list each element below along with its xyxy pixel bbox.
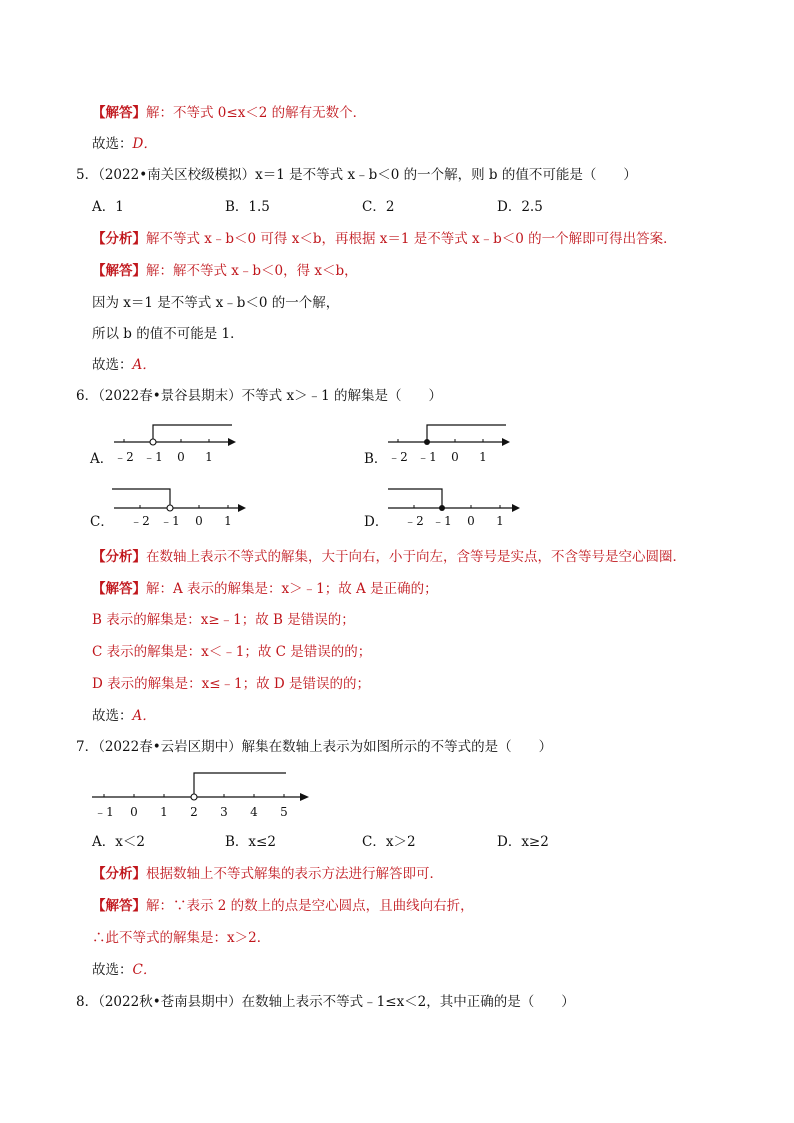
q6-stem-line: [76, 387, 442, 405]
q7-conclusion-line: ∴此不等式的解集是：x＞2．: [92, 930, 271, 946]
choose-value: C．: [132, 962, 157, 978]
axis-arrow: [228, 438, 236, 446]
question-source: （2022春•云岩区期中）: [98, 739, 242, 755]
q6-option-a-number-line: [112, 420, 242, 470]
q6-option-d-reason: D 表示的解集是：x≤﹣1；故 D 是错误的的；: [92, 676, 371, 692]
q6-option-c-label: C．: [90, 514, 114, 530]
q5-option-a: A．1: [92, 199, 124, 215]
analysis-text: 在数轴上表示不等式的解集，大于向右，小于向左，含等号是实点，不含等号是空心圆圈．: [146, 549, 686, 565]
question-number: 7．: [76, 739, 99, 755]
choose-prefix: 故选：: [92, 357, 133, 373]
tick-label: 0: [130, 805, 138, 819]
tick-label: 1: [205, 450, 213, 464]
choose-prefix: 故选：: [92, 962, 133, 978]
answer-text: 解：不等式 0≤x＜2 的解有无数个．: [146, 105, 367, 121]
question-source: （2022•南关区校级模拟）: [98, 167, 256, 183]
axis-arrow: [512, 504, 520, 512]
tick-label: 0: [467, 514, 475, 528]
question-number: 5．: [76, 167, 99, 183]
choose-value: A．: [132, 357, 156, 373]
tick-label: ﹣1: [94, 805, 114, 819]
q5-option-d: D．2.5: [497, 199, 543, 215]
q6-analysis-line: [92, 548, 686, 566]
tick-label: 5: [280, 805, 288, 819]
q6-option-a-label: A．: [90, 451, 114, 467]
choose-value: A．: [132, 708, 156, 724]
q6-option-c-number-line: [112, 484, 252, 534]
tick-label: 1: [160, 805, 168, 819]
analysis-text: 根据数轴上不等式解集的表示方法进行解答即可．: [146, 866, 443, 882]
question-stem: 解集在数轴上表示为如图所示的不等式的是（ ）: [241, 739, 553, 755]
question-stem: 在数轴上表示不等式﹣1≤x＜2，其中正确的是（ ）: [241, 994, 575, 1010]
solid-point: [424, 439, 430, 445]
q7-answer-line: [92, 897, 474, 915]
q5-answer-line: [92, 262, 358, 280]
q7-option-d: D．x≥2: [497, 834, 549, 850]
answer-text: 解：∵表示 2 的数上的点是空心圆点，且曲线向右折，: [146, 898, 474, 914]
q5-choose-line: [92, 356, 156, 374]
q7-choose-line: [92, 961, 156, 979]
question-stem: 不等式 x＞﹣1 的解集是（ ）: [241, 388, 442, 404]
choose-prefix: 故选：: [92, 136, 133, 152]
q6-option-d-number-line: [386, 484, 526, 534]
tick-label: 0: [177, 450, 185, 464]
q5-option-c: C．2: [362, 199, 395, 215]
tick-label: 1: [479, 450, 487, 464]
answer-text: 解：A 表示的解集是：x＞﹣1；故 A 是正确的；: [146, 581, 438, 597]
q6-option-d-label: D．: [364, 514, 389, 530]
analysis-tag: 【分析】: [92, 549, 146, 565]
tick-label: ﹣2: [388, 450, 408, 464]
question-stem: x＝1 是不等式 x﹣b＜0 的一个解，则 b 的值不可能是（ ）: [255, 167, 637, 183]
tick-label: 0: [195, 514, 203, 528]
tick-label: ﹣2: [130, 514, 150, 528]
tick-label: ﹣2: [404, 514, 424, 528]
q5-reason-line: 因为 x＝1 是不等式 x﹣b＜0 的一个解，: [92, 295, 340, 311]
analysis-tag: 【分析】: [92, 866, 146, 882]
question-number: 8．: [76, 994, 99, 1010]
answer-tag: 【解答】: [92, 105, 146, 121]
choose-value: D．: [132, 136, 157, 152]
tick-label: ﹣1: [143, 450, 163, 464]
solution-ray: [388, 489, 442, 508]
tick-label: 0: [451, 450, 459, 464]
tick-label: ﹣1: [160, 514, 180, 528]
question-source: （2022秋•苍南县期中）: [98, 994, 242, 1010]
tick-label: 2: [190, 805, 198, 819]
q5-stem-line: [76, 166, 637, 184]
q7-option-a: A．x＜2: [92, 834, 145, 850]
tick-label: ﹣2: [114, 450, 134, 464]
q7-analysis-line: [92, 865, 443, 883]
open-point: [167, 505, 173, 511]
q5-conclusion-line: 所以 b 的值不可能是 1．: [92, 326, 244, 342]
answer-tag: 【解答】: [92, 263, 146, 279]
axis-arrow: [300, 793, 309, 801]
solution-ray: [427, 425, 506, 442]
q6-option-b-label: B．: [364, 451, 388, 467]
q7-stem-line: [76, 738, 552, 756]
tick-label: ﹣1: [432, 514, 452, 528]
q6-answer-line: [92, 580, 438, 598]
question-source: （2022春•景谷县期末）: [98, 388, 242, 404]
answer-text: 解：解不等式 x﹣b＜0，得 x＜b，: [146, 263, 358, 279]
solution-ray: [194, 773, 286, 794]
tick-label: ﹣1: [417, 450, 437, 464]
prev-answer-line: [92, 104, 366, 122]
axis-arrow: [502, 438, 510, 446]
q6-option-b-number-line: [386, 420, 516, 470]
open-point: [191, 794, 197, 800]
q7-number-line: [90, 768, 320, 820]
tick-label: 1: [496, 514, 504, 528]
prev-choose-line: [92, 135, 157, 153]
q7-option-b: B．x≤2: [225, 834, 276, 850]
q5-option-b: B．1.5: [225, 199, 270, 215]
q6-choose-line: [92, 707, 156, 725]
analysis-tag: 【分析】: [92, 231, 146, 247]
answer-tag: 【解答】: [92, 898, 146, 914]
solution-ray: [153, 425, 232, 439]
choose-prefix: 故选：: [92, 708, 133, 724]
q6-option-c-reason: C 表示的解集是：x＜﹣1；故 C 是错误的的；: [92, 644, 372, 660]
open-point: [150, 439, 156, 445]
tick-label: 1: [224, 514, 232, 528]
q6-option-b-reason: B 表示的解集是：x≥﹣1；故 B 是错误的；: [92, 612, 355, 628]
q8-stem-line: [76, 993, 575, 1011]
axis-arrow: [238, 504, 246, 512]
q5-analysis-line: [92, 230, 677, 248]
tick-label: 3: [220, 805, 228, 819]
tick-label: 4: [250, 805, 258, 819]
answer-tag: 【解答】: [92, 581, 146, 597]
analysis-text: 解不等式 x﹣b＜0 可得 x＜b，再根据 x＝1 是不等式 x﹣b＜0 的一个解即可得出答案．: [146, 231, 677, 247]
solid-point: [439, 505, 445, 511]
q7-option-c: C．x＞2: [362, 834, 416, 850]
solution-ray: [112, 489, 170, 505]
question-number: 6．: [76, 388, 99, 404]
